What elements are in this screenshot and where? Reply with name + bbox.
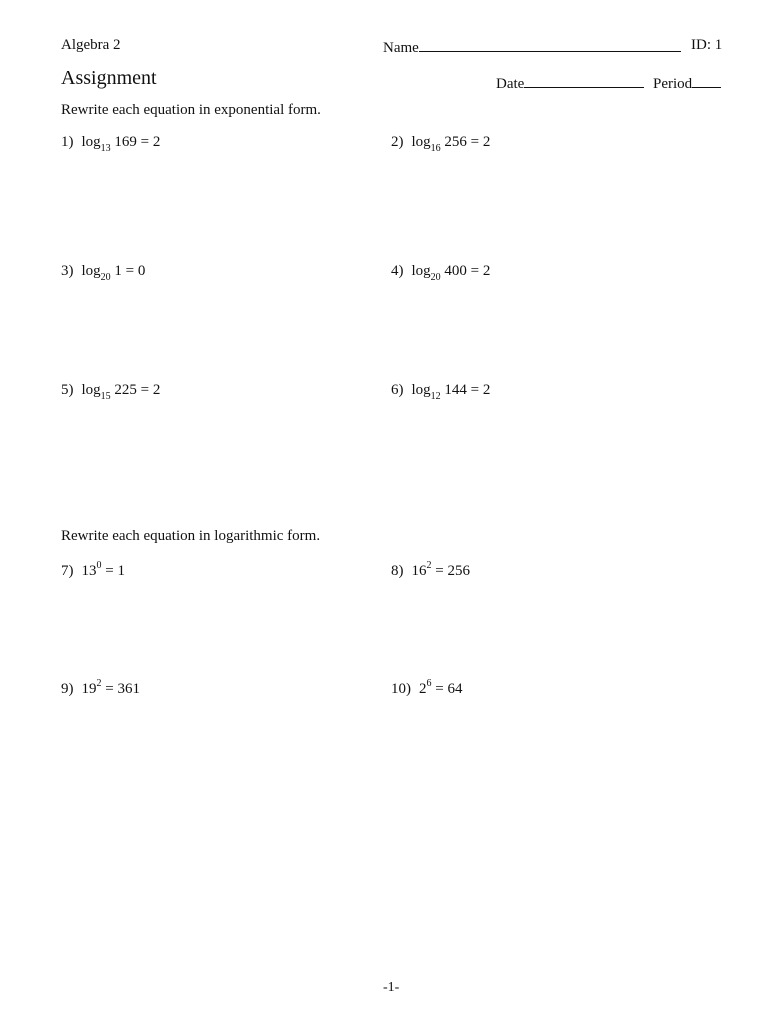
log-base: 15 [100,391,111,402]
section-instruction-logarithmic: Rewrite each equation in logarithmic form. [61,528,321,544]
problem-7 [61,560,125,580]
name-blank-line [419,37,681,52]
log-text: log [81,382,101,398]
log-text: log [411,382,431,398]
power-exponent: 2 [426,560,432,571]
period-field[interactable] [653,73,721,93]
power-base: 2 [419,681,427,697]
equation-rest: 225 = 2 [110,382,161,398]
equation-rest: = 1 [101,563,125,579]
name-label: Name [383,40,419,56]
page-title: Assignment [61,67,157,89]
power-exponent: 2 [96,678,102,689]
problem-6 [391,382,491,402]
period-blank-line [692,73,721,88]
equation-rest: 169 = 2 [110,134,161,150]
problem-8 [391,560,470,580]
period-label: Period [653,76,693,92]
course-name: Algebra 2 [61,37,121,53]
problem-9 [61,678,140,698]
log-text: log [81,134,101,150]
problem-number: 3) [61,263,74,279]
problem-number: 5) [61,382,74,398]
log-base: 12 [430,391,441,402]
equation-rest: 1 = 0 [110,263,146,279]
power-exponent: 6 [426,678,432,689]
log-text: log [411,263,431,279]
power-base: 19 [81,681,97,697]
problem-number: 4) [391,263,404,279]
log-base: 20 [430,272,441,283]
problem-number: 9) [61,681,74,697]
log-base: 16 [430,143,441,154]
date-blank-line [524,73,644,88]
problem-10 [391,678,463,698]
problem-number: 2) [391,134,404,150]
power-exponent: 0 [96,560,102,571]
equation-rest: 144 = 2 [440,382,491,398]
date-label: Date [496,76,525,92]
log-base: 13 [100,143,111,154]
equation-rest: = 361 [101,681,140,697]
problem-1 [61,134,161,154]
equation-rest: = 256 [431,563,470,579]
log-text: log [411,134,431,150]
student-id: ID: 1 [691,37,723,53]
log-base: 20 [100,272,111,283]
problem-number: 10) [391,681,411,697]
date-field[interactable] [496,73,644,93]
power-base: 13 [81,563,97,579]
problem-number: 7) [61,563,74,579]
problem-number: 8) [391,563,404,579]
equation-rest: 400 = 2 [440,263,491,279]
problem-number: 1) [61,134,74,150]
equation-rest: 256 = 2 [440,134,491,150]
equation-rest: = 64 [431,681,463,697]
problem-2 [391,134,491,154]
problem-number: 6) [391,382,404,398]
log-text: log [81,263,101,279]
page-number: -1- [383,980,400,995]
name-field[interactable] [383,37,681,57]
section-instruction-exponential: Rewrite each equation in exponential form. [61,102,321,118]
problem-5 [61,382,161,402]
problem-3 [61,263,146,283]
power-base: 16 [411,563,427,579]
problem-4 [391,263,491,283]
